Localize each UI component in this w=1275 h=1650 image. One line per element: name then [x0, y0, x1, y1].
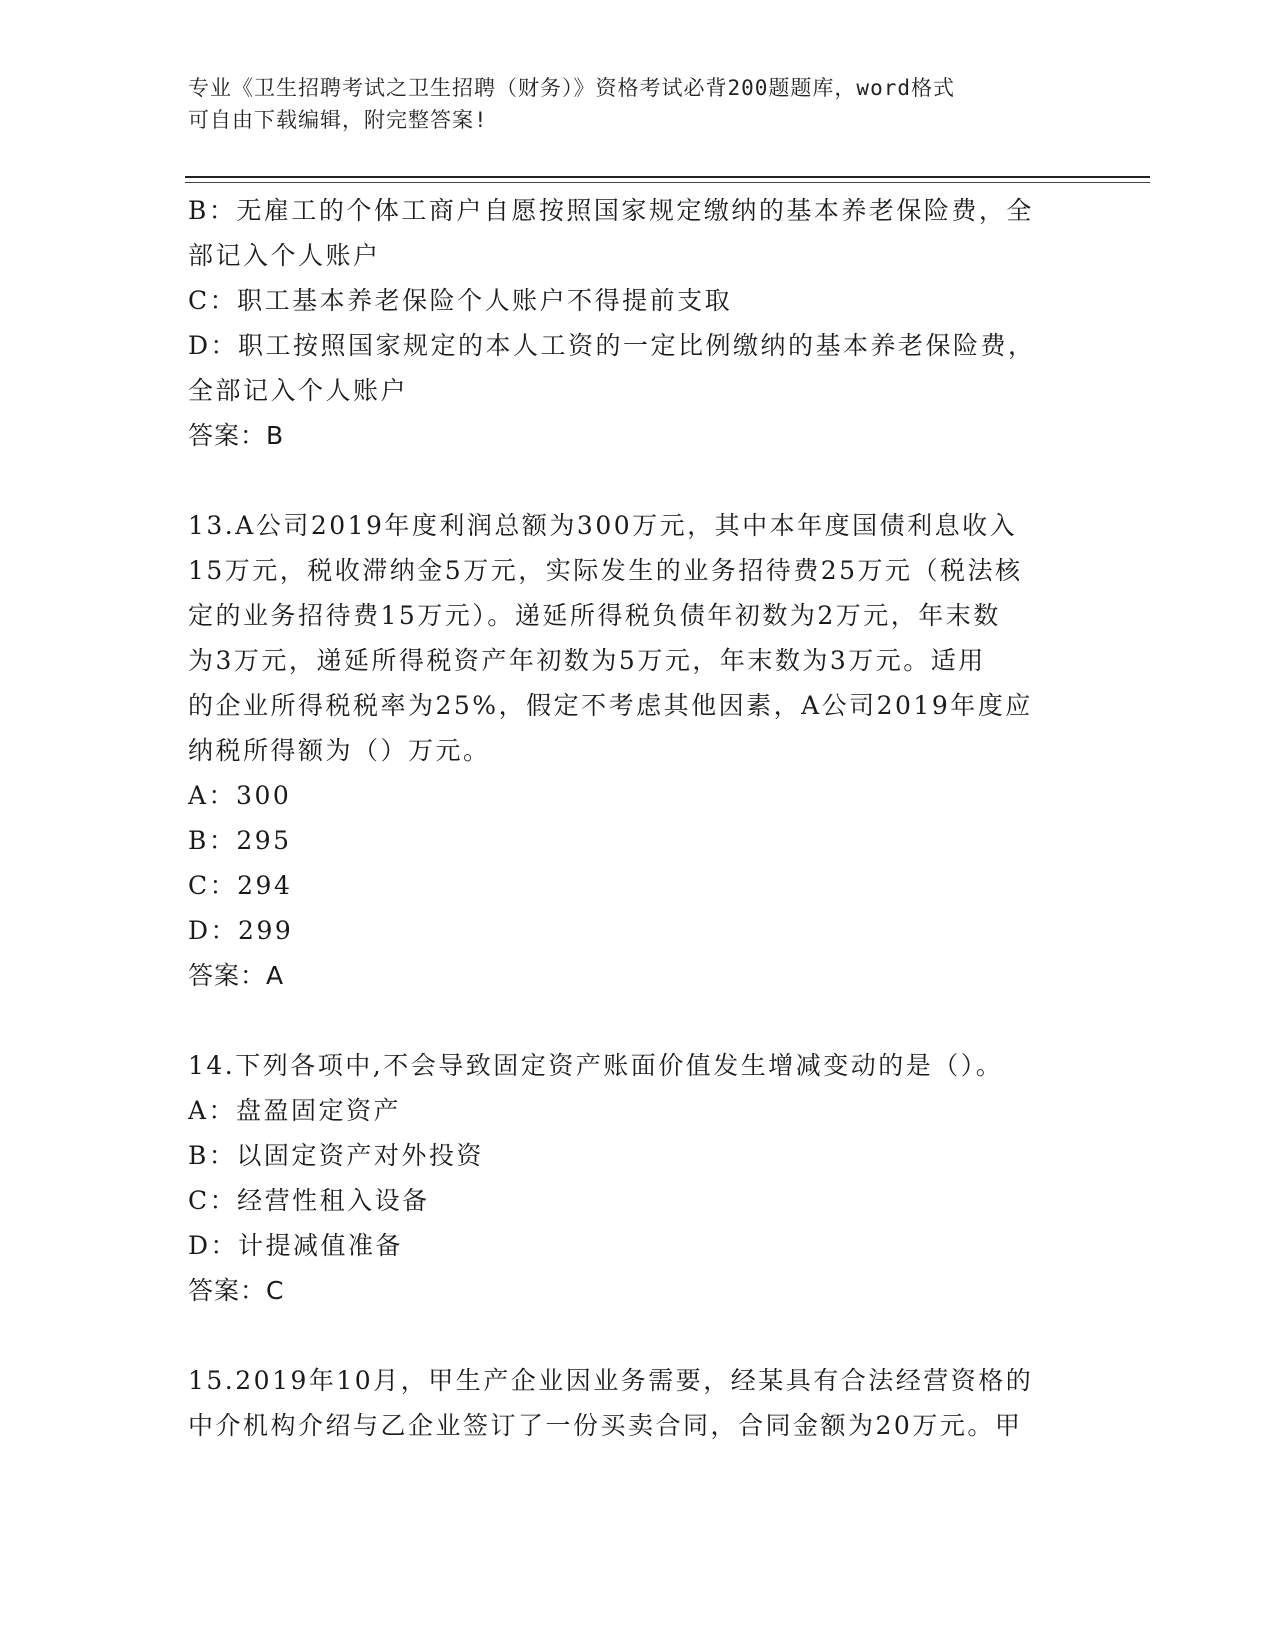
option-b-line-1: B：无雇工的个体工商户自愿按照国家规定缴纳的基本养老保险费，全: [188, 196, 1034, 225]
question-stem-line: 14.下列各项中,不会导致固定资产账面价值发生增减变动的是（）。: [188, 1051, 1004, 1080]
option-d-line-1: D：职工按照国家规定的本人工资的一定比例缴纳的基本养老保险费，: [188, 331, 1036, 360]
question-12-tail: [188, 188, 1088, 458]
question-stem-line: 的企业所得税税率为25%，假定不考虑其他因素，A公司2019年度应: [188, 691, 1033, 720]
option-d: D：299: [188, 916, 294, 945]
header-divider-thin: [185, 182, 1150, 183]
question-14: [188, 1043, 1088, 1313]
answer: 答案：C: [188, 1276, 285, 1305]
question-stem-line: 15万元，税收滞纳金5万元，实际发生的业务招待费25万元（税法核: [188, 556, 1023, 585]
option-c: C：经营性租入设备: [188, 1186, 430, 1215]
question-13: [188, 503, 1088, 998]
header-title-line-1: 专业《卫生招聘考试之卫生招聘（财务）》资格考试必背200题题库，word格式: [188, 76, 955, 100]
option-b-line-2: 部记入个人账户: [188, 241, 381, 270]
option-d-line-2: 全部记入个人账户: [188, 376, 409, 405]
spacer: [188, 458, 1088, 503]
header-title-line-2: 可自由下载编辑，附完整答案!: [188, 108, 488, 132]
question-stem-line: 15.2019年10月，甲生产企业因业务需要，经某具有合法经营资格的: [188, 1366, 1034, 1395]
option-c: C：职工基本养老保险个人账户不得提前支取: [188, 286, 733, 315]
spacer: [188, 998, 1088, 1043]
question-stem-line: 中介机构介绍与乙企业签订了一份买卖合同，合同金额为20万元。甲: [188, 1411, 1023, 1440]
option-b: B：以固定资产对外投资: [188, 1141, 484, 1170]
question-stem-line: 纳税所得额为（）万元。: [188, 736, 491, 765]
question-stem-line: 为3万元，递延所得税资产年初数为5万元，年末数为3万元。适用: [188, 646, 986, 675]
header-divider-thick: [185, 176, 1150, 178]
spacer: [188, 1313, 1088, 1358]
option-b: B：295: [188, 826, 292, 855]
answer: 答案：A: [188, 961, 285, 990]
option-d: D：计提减值准备: [188, 1231, 404, 1260]
answer: 答案：B: [188, 421, 285, 450]
document-body: [188, 188, 1088, 1448]
document-header: [188, 72, 1068, 136]
question-stem-line: 定的业务招待费15万元）。递延所得税负债年初数为2万元，年末数: [188, 601, 1001, 630]
option-c: C：294: [188, 871, 293, 900]
option-a: A：300: [188, 781, 292, 810]
question-stem-line: 13.A公司2019年度利润总额为300万元，其中本年度国债利息收入: [188, 511, 1018, 540]
question-15: [188, 1358, 1088, 1448]
option-a: A：盘盈固定资产: [188, 1096, 402, 1125]
